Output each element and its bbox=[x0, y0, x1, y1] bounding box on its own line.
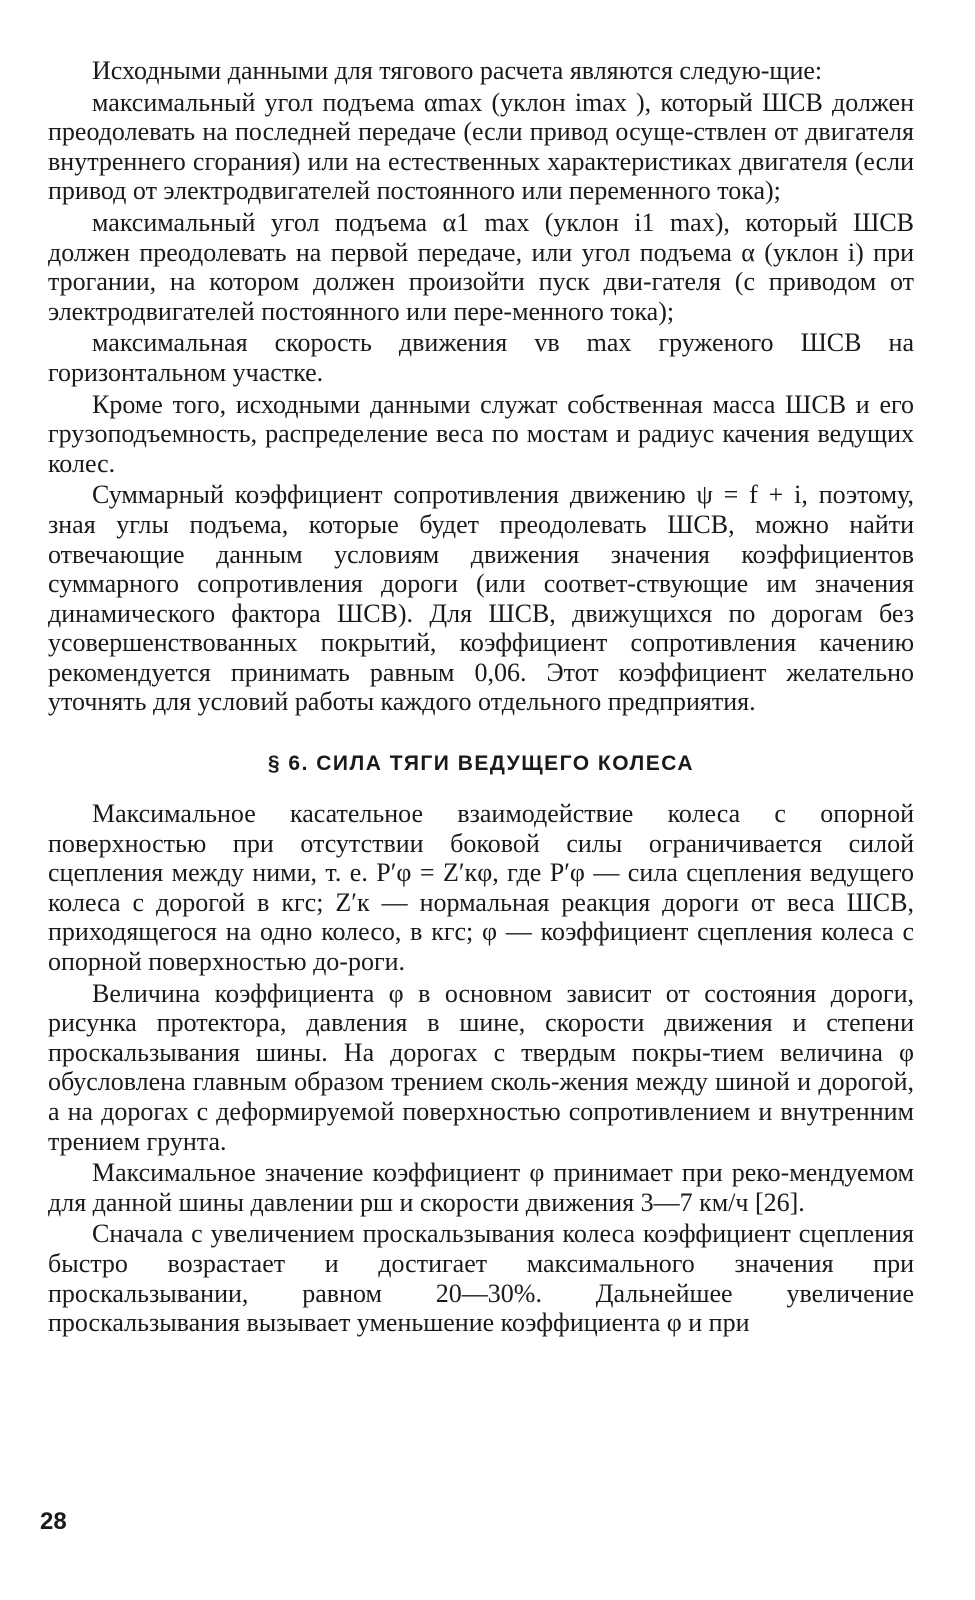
paragraph-adhesion-force: Максимальное касательное взаимодействие колеса с опорной поверхностью при отсутствии боковой силы ограничивается силой сцепления между ними, т. е. P′φ = Z′кφ, где P′φ — сила сцепления ведущего колеса с дорогой в кгс; Z′к — нормальная реакция дороги от веса ШСВ, приходящегося на одно колесо, в кгс; φ — коэффициент сцепления колеса с опорной поверхностью до-роги. bbox=[48, 799, 914, 977]
page-body bbox=[48, 56, 914, 1338]
paragraph-coefficient-factors: Величина коэффициента φ в основном зависит от состояния дороги, рисунка протектора, давления в шине, скорости движения и степени проскальзывания шины. На дорогах с твердым покры-тием величина φ обусловлена главным образом трением сколь-жения между шиной и дорогой, а на дорогах с деформируемой поверхностью сопротивлением и внутренним трением грунта. bbox=[48, 978, 914, 1156]
paragraph-max-angle: максимальный угол подъема αmax (уклон imax ), который ШСВ должен преодолевать на последней передаче (если привод осуще-ствлен от двигателя внутреннего сгорания) или на естественных характеристиках двигателя (если привод от электродвигателей постоянного или переменного тока); bbox=[48, 87, 914, 206]
paragraph-intro: Исходными данными для тягового расчета являются следую-щие: bbox=[92, 56, 823, 85]
paragraph-resistance-coefficient: Суммарный коэффициент сопротивления движению ψ = f + i, поэтому, зная углы подъема, которые будет преодолевать ШСВ, можно найти отвечающие данным условиям движения значения коэффициентов суммарного сопротивления дороги (или соответ-ствующие им значения динамического фактора ШСВ). Для ШСВ, движущихся по дорогам без усовершенствованных покрытий, коэффициент сопротивления качению рекомендуется принимать равным 0,06. Этот коэффициент желательно уточнять для условий работы каждого отдельного предприятия. bbox=[48, 480, 914, 717]
paragraph-additional-data: Кроме того, исходными данными служат собственная масса ШСВ и его грузоподъемность, распределение веса по мостам и радиус качения ведущих колес. bbox=[48, 389, 914, 478]
section-heading: § 6. СИЛА ТЯГИ ВЕДУЩЕГО КОЛЕСА bbox=[267, 752, 695, 776]
paragraph-slip-effect: Сначала с увеличением проскальзывания колеса коэффициент сцепления быстро возрастает и достигает максимального значения при проскальзывании, равном 20—30%. Дальнейшее увеличение проскальзывания вызывает уменьшение коэффициента φ и при bbox=[48, 1219, 914, 1338]
paragraph-first-gear-angle: максимальный угол подъема α1 max (уклон i1 max), который ШСВ должен преодолевать на первой передаче, или угол подъема α (уклон i) при трогании, на котором должен произойти пуск дви-гателя (с приводом от электродвигателей постоянного или пере-менного тока); bbox=[48, 207, 914, 326]
paragraph-max-coefficient: Максимальное значение коэффициент φ принимает при реко-мендуемом для данной шины давлении pш и скорости движения 3—7 км/ч [26]. bbox=[48, 1158, 914, 1217]
paragraph-max-speed: максимальная скорость движения vв max груженого ШСВ на горизонтальном участке. bbox=[48, 328, 914, 387]
page-number: 28 bbox=[40, 1508, 67, 1535]
